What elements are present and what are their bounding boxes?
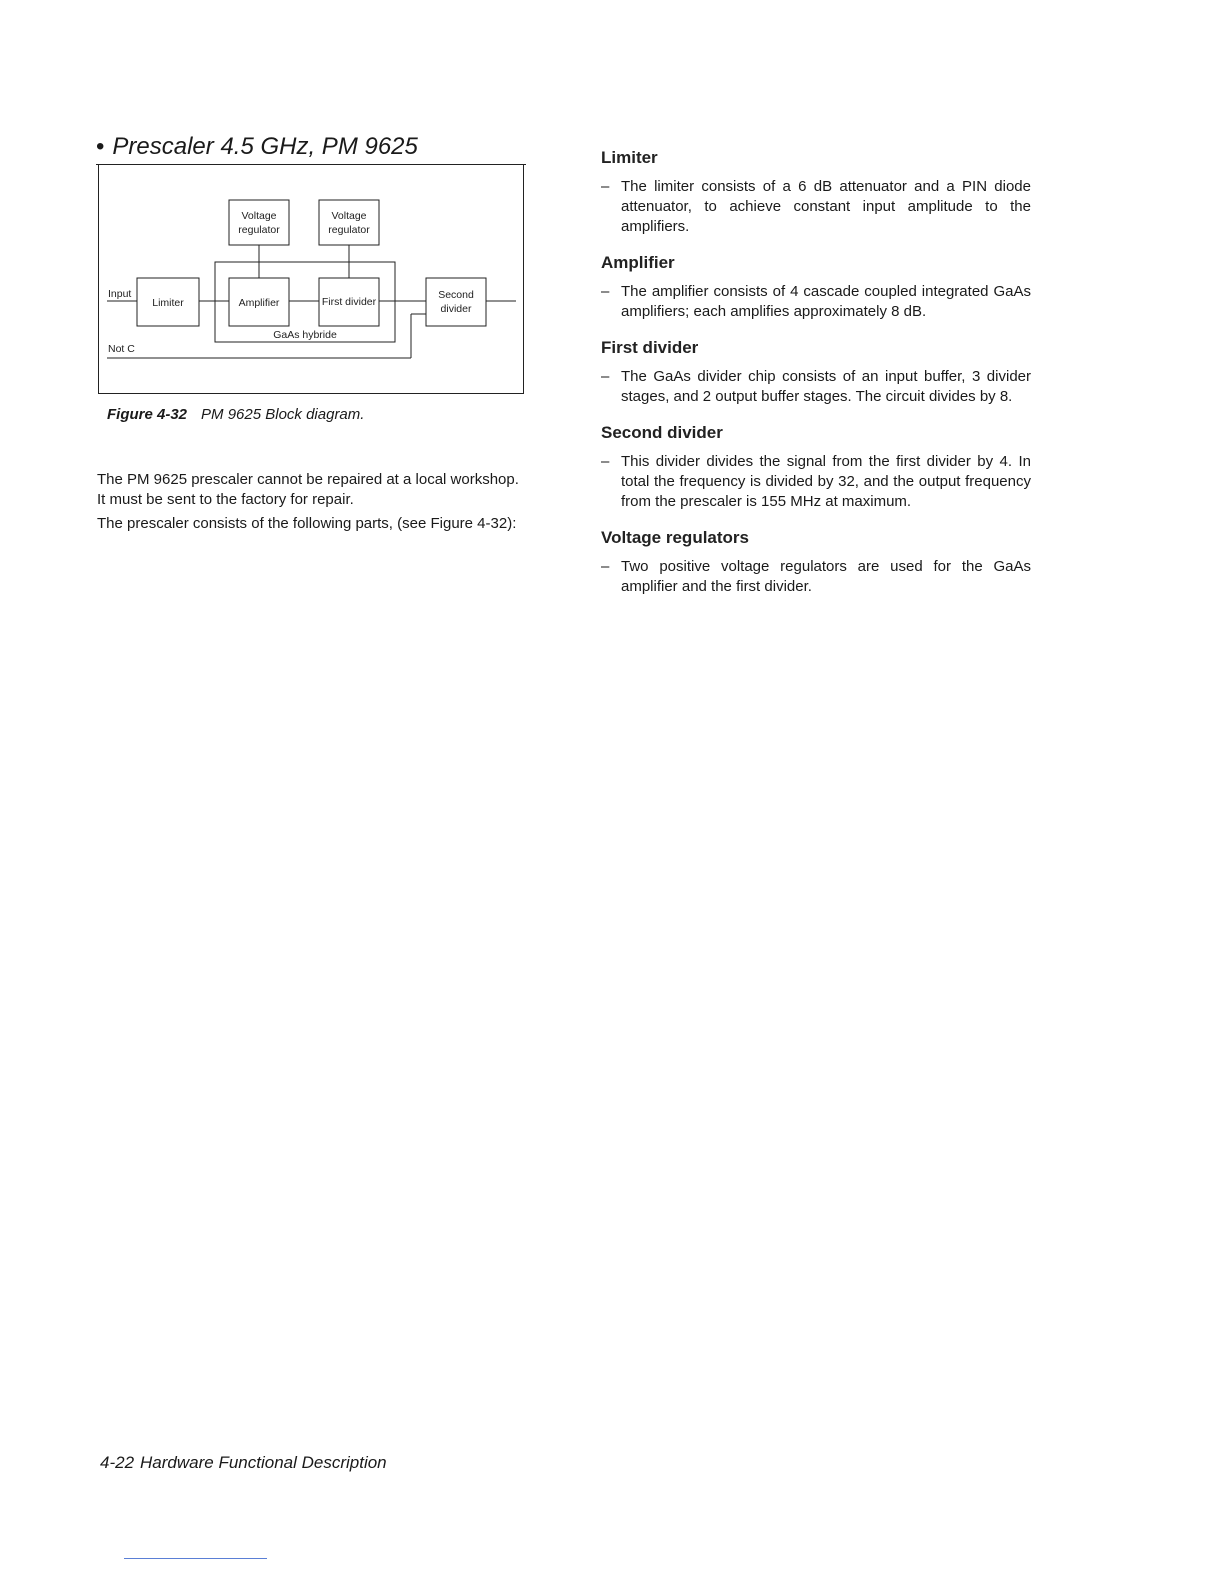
vreg-2-label-line1: Voltage xyxy=(331,210,367,222)
part-heading-second-divider: Second divider xyxy=(601,423,723,442)
section-heading xyxy=(96,130,526,165)
vreg-1-label-line2: regulator xyxy=(238,224,280,236)
part-text-voltage-regulators: Two positive voltage regulators are used for the GaAs amplifier and the first divider. xyxy=(621,558,1031,595)
dash-glyph: – xyxy=(601,178,610,195)
footer-rule xyxy=(124,1558,267,1559)
figure-caption xyxy=(107,405,364,425)
part-heading-amplifier: Amplifier xyxy=(601,253,675,272)
vreg-1-label-line1: Voltage xyxy=(241,210,277,222)
part-text-second-divider: This divider divides the signal from the first divider by 4. In total the frequency is divided by 32, and the output frequency from the prescaler is 155 MHz at maximum. xyxy=(621,453,1031,510)
dash-glyph: – xyxy=(601,453,610,470)
dash-glyph: – xyxy=(601,368,610,385)
part-text-amplifier: The amplifier consists of 4 cascade coupled integrated GaAs amplifiers; each amplifies approximately 8 dB. xyxy=(621,283,1031,320)
section-title: Prescaler 4.5 GHz, PM 9625 xyxy=(112,133,418,160)
part-text-first-divider: The GaAs divider chip consists of an input buffer, 3 divider stages, and 2 output buffer stages. The circuit divides by 8. xyxy=(621,368,1031,405)
part-item-first-divider xyxy=(601,367,1031,407)
second-divider-label-line1: Second xyxy=(438,289,474,301)
part-item-amplifier xyxy=(601,282,1031,322)
block-diagram-svg xyxy=(99,164,525,394)
dash-glyph: – xyxy=(601,283,610,300)
footer-page-number: 4-22 xyxy=(100,1453,135,1472)
first-divider-label: First divider xyxy=(321,296,377,308)
paragraph-parts: The prescaler consists of the following parts, (see Figure 4-32): xyxy=(97,515,517,532)
block-diagram xyxy=(98,164,524,394)
dash-glyph: – xyxy=(601,558,610,575)
page-footer xyxy=(100,1452,387,1474)
part-heading-first-divider: First divider xyxy=(601,338,699,357)
voltage-regulator-1-box xyxy=(229,200,289,245)
part-item-limiter xyxy=(601,177,1031,237)
part-item-voltage-regulators xyxy=(601,557,1031,597)
vreg-2-label-line2: regulator xyxy=(328,224,370,236)
paragraph-repair: The PM 9625 prescaler cannot be repaired at a local workshop. It must be sent to the factory for repair. xyxy=(97,471,519,508)
voltage-regulator-2-box xyxy=(319,200,379,245)
footer-title: Hardware Functional Description xyxy=(140,1453,387,1472)
figure-number: Figure 4-32 xyxy=(107,406,188,423)
amplifier-label: Amplifier xyxy=(238,297,280,309)
figure-caption-text: PM 9625 Block diagram. xyxy=(201,406,365,423)
second-divider-box xyxy=(426,278,486,326)
part-heading-limiter: Limiter xyxy=(601,148,658,167)
gaas-hybride-label: GaAs hybride xyxy=(273,329,337,341)
input-label: Input xyxy=(108,288,132,300)
limiter-label: Limiter xyxy=(152,297,184,309)
part-text-limiter: The limiter consists of a 6 dB attenuator and a PIN diode attenuator, to achieve constant input amplitude to the amplifiers. xyxy=(621,178,1031,235)
part-item-second-divider xyxy=(601,452,1031,512)
second-divider-label-line2: divider xyxy=(440,303,472,315)
part-heading-voltage-regulators: Voltage regulators xyxy=(601,528,749,547)
parts-list xyxy=(601,147,1031,612)
heading-bullet: • xyxy=(96,133,105,160)
not-c-label: Not C xyxy=(108,343,135,355)
